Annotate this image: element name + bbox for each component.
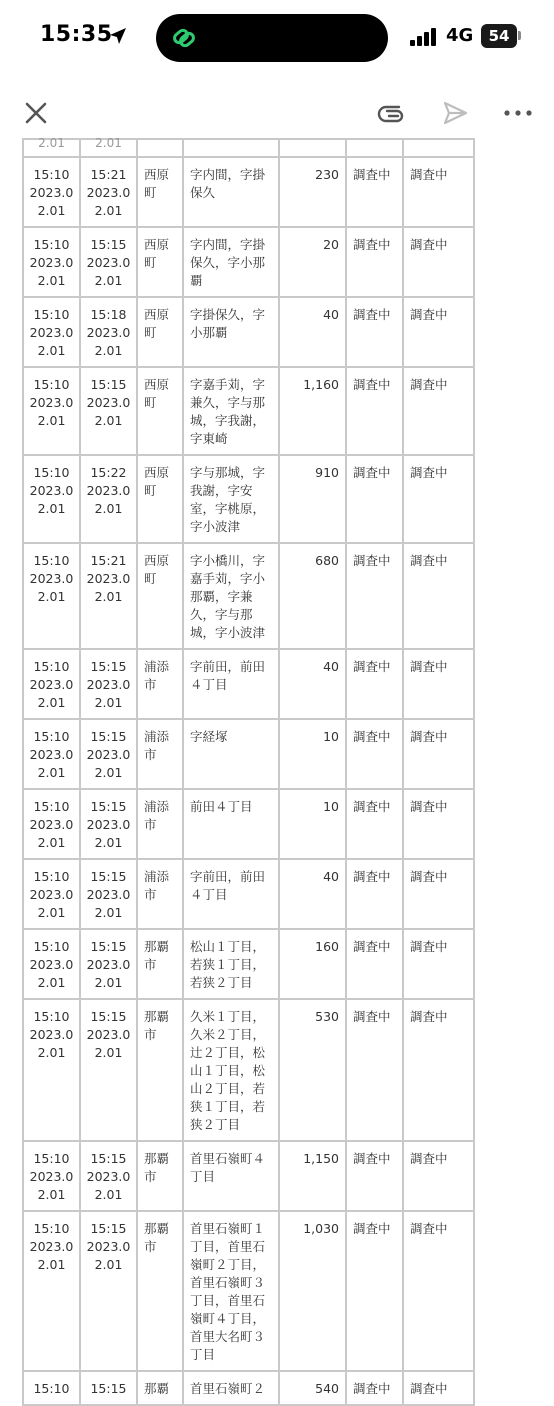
cell-count: 530	[279, 999, 346, 1141]
link-app-icon	[168, 22, 200, 54]
cell-count: 20	[279, 227, 346, 297]
cell-end-time: 15:15 2023.02.01	[80, 789, 137, 859]
table-row-partial	[23, 139, 474, 157]
cell-status: 調査中	[346, 543, 403, 649]
cell-status-2: 調査中	[403, 789, 474, 859]
cell-city: 浦添市	[137, 859, 183, 929]
cell-city: 西原町	[137, 157, 183, 227]
table-row	[23, 227, 474, 297]
table-row	[23, 789, 474, 859]
table-row	[23, 543, 474, 649]
table-row	[23, 719, 474, 789]
send-button[interactable]	[438, 96, 472, 130]
dynamic-island	[156, 14, 388, 62]
cell-area: 字嘉手苅，字兼久，字与那城，字我謝，字東崎	[183, 367, 279, 455]
cell-end-time: 15:15 2023.02.01	[80, 227, 137, 297]
table-row	[23, 367, 474, 455]
cell-area: 松山１丁目，若狭１丁目，若狭２丁目	[183, 929, 279, 999]
cell-start-time: 15:10 2023.02.01	[23, 1211, 80, 1371]
cell-count: 1,030	[279, 1211, 346, 1371]
table-row	[23, 1371, 474, 1405]
cell-end-time: 15:15 2023.02.01	[80, 929, 137, 999]
cell-area: 字掛保久，字小那覇	[183, 297, 279, 367]
cell-city: 西原町	[137, 227, 183, 297]
send-icon	[441, 99, 469, 127]
cell-area: 字前田，前田４丁目	[183, 859, 279, 929]
cell-area: 字与那城，字我謝，字安室，字桃原，字小波津	[183, 455, 279, 543]
cell-count: 10	[279, 789, 346, 859]
paperclip-icon	[378, 98, 408, 128]
cell-area: 前田４丁目	[183, 789, 279, 859]
cell-end-time: 15:15 2023.02.01	[80, 999, 137, 1141]
cell-status-2: 調査中	[403, 367, 474, 455]
cell-area: 首里石嶺町４丁目	[183, 1141, 279, 1211]
cell-start-time: 15:10 2023.02.01	[23, 859, 80, 929]
table-row	[23, 1211, 474, 1371]
cell-status-2: 調査中	[403, 455, 474, 543]
cell-count: 230	[279, 157, 346, 227]
cell-start-time: 15:10 2023.02.01	[23, 543, 80, 649]
cell-area: 字前田，前田４丁目	[183, 649, 279, 719]
cell-area: 首里石嶺町１丁目，首里石嶺町２丁目，首里石嶺町３丁目，首里石嶺町４丁目，首里大名町３丁目	[183, 1211, 279, 1371]
cell-status-2: 調査中	[403, 999, 474, 1141]
cell-status-2: 調査中	[403, 929, 474, 999]
attach-button[interactable]	[376, 96, 410, 130]
cell-status-2: 調査中	[403, 297, 474, 367]
cell-start-time: 15:10 2023.02.01	[23, 929, 80, 999]
cell-status-2: 調査中	[403, 543, 474, 649]
cell-end-time: 15:18 2023.02.01	[80, 297, 137, 367]
cell-count: 910	[279, 455, 346, 543]
cell-status: 調査中	[346, 789, 403, 859]
cell-status-2: 調査中	[403, 227, 474, 297]
cell-end-time: 15:21 2023.02.01	[80, 157, 137, 227]
cell-end-time: 15:15 2023.02.01	[80, 1211, 137, 1371]
cell-start-time: 15:10 2023.02.01	[23, 719, 80, 789]
cell-area: 首里石嶺町２	[183, 1371, 279, 1405]
battery-level: 54	[488, 27, 510, 45]
cell-area: 字経塚	[183, 719, 279, 789]
cell-end-time: 15:15 2023.02.01	[80, 719, 137, 789]
cell-count: 1,150	[279, 1141, 346, 1211]
cell-start-time: 15:10 2023.02.01	[23, 649, 80, 719]
cell-start-time: 15:10 2023.02.01	[23, 999, 80, 1141]
cell-status-2: 調査中	[403, 859, 474, 929]
cell-count: 40	[279, 649, 346, 719]
cell-start-time: 15:10 2023.02.01	[23, 367, 80, 455]
cell-status-2: 調査中	[403, 157, 474, 227]
cell-status: 調査中	[346, 297, 403, 367]
table-row	[23, 929, 474, 999]
cell-status: 調査中	[346, 1371, 403, 1405]
cell-status: 調査中	[346, 999, 403, 1141]
battery-icon	[481, 24, 517, 48]
cell-start-time: 15:10 2023.02.01	[23, 227, 80, 297]
close-icon	[24, 101, 48, 125]
cell-status: 調査中	[346, 1211, 403, 1371]
cell-status-2: 調査中	[403, 1141, 474, 1211]
cell-count: 40	[279, 859, 346, 929]
table-row	[23, 157, 474, 227]
cell-city: 西原町	[137, 543, 183, 649]
cell-city: 那覇	[137, 1371, 183, 1405]
cell-end-time: 15:15 2023.02.01	[80, 649, 137, 719]
cell-end-time: 15:15 2023.02.01	[80, 859, 137, 929]
cell-count: 680	[279, 543, 346, 649]
cell-status: 調査中	[346, 157, 403, 227]
cell-status: 調査中	[346, 455, 403, 543]
cell-start-time: 15:10 2023.02.01	[23, 1141, 80, 1211]
cell-start-time: 15:10 2023.02.01	[23, 157, 80, 227]
cell-start-partial: 2.01	[38, 136, 65, 150]
cell-end-time: 15:21 2023.02.01	[80, 543, 137, 649]
cell-end-partial: 2.01	[95, 136, 122, 150]
cell-city: 那覇市	[137, 929, 183, 999]
data-table	[22, 138, 475, 1406]
status-time: 15:35	[40, 22, 113, 47]
cell-end-time: 15:15	[80, 1371, 137, 1405]
cell-city: 那覇市	[137, 1211, 183, 1371]
cell-city: 西原町	[137, 455, 183, 543]
status-bar	[0, 0, 554, 76]
signal-icon	[410, 28, 438, 46]
cell-area: 字内間，字掛保久，字小那覇	[183, 227, 279, 297]
cell-count: 40	[279, 297, 346, 367]
cell-count: 160	[279, 929, 346, 999]
cell-start-time: 15:10 2023.02.01	[23, 455, 80, 543]
cell-status-2: 調査中	[403, 1211, 474, 1371]
cell-status: 調査中	[346, 649, 403, 719]
battery-tip	[518, 31, 521, 40]
cell-start-time: 15:10 2023.02.01	[23, 789, 80, 859]
close-button[interactable]	[19, 96, 53, 130]
cell-status: 調査中	[346, 719, 403, 789]
cell-end-time: 15:15 2023.02.01	[80, 1141, 137, 1211]
cell-count: 540	[279, 1371, 346, 1405]
cell-count: 10	[279, 719, 346, 789]
table-body	[23, 136, 474, 1405]
location-arrow-icon	[108, 26, 128, 46]
table-row	[23, 1141, 474, 1211]
table-container[interactable]	[22, 136, 494, 1396]
cell-area: 字内間，字掛保久	[183, 157, 279, 227]
cell-city: 浦添市	[137, 789, 183, 859]
table-row	[23, 649, 474, 719]
more-button[interactable]	[501, 96, 535, 130]
cell-status: 調査中	[346, 929, 403, 999]
cell-status: 調査中	[346, 1141, 403, 1211]
cell-start-time: 15:10 2023.02.01	[23, 297, 80, 367]
cell-city: 西原町	[137, 297, 183, 367]
cell-city: 西原町	[137, 367, 183, 455]
cell-count: 1,160	[279, 367, 346, 455]
table-row	[23, 455, 474, 543]
cell-area: 久米１丁目，久米２丁目，辻２丁目，松山１丁目，松山２丁目，若狭１丁目，若狭２丁目	[183, 999, 279, 1141]
cell-end-time: 15:15 2023.02.01	[80, 367, 137, 455]
cell-city: 那覇市	[137, 1141, 183, 1211]
cell-city: 那覇市	[137, 999, 183, 1141]
table-row	[23, 859, 474, 929]
cell-status-2: 調査中	[403, 649, 474, 719]
cell-status: 調査中	[346, 859, 403, 929]
cell-status: 調査中	[346, 227, 403, 297]
cell-end-time: 15:22 2023.02.01	[80, 455, 137, 543]
table-row	[23, 297, 474, 367]
cell-status-2: 調査中	[403, 1371, 474, 1405]
cell-city: 浦添市	[137, 649, 183, 719]
cell-start-time: 15:10	[23, 1371, 80, 1405]
table-row	[23, 999, 474, 1141]
cell-area: 字小橋川，字嘉手苅，字小那覇，字兼久，字与那城，字小波津	[183, 543, 279, 649]
network-type: 4G	[446, 25, 474, 46]
cell-status: 調査中	[346, 367, 403, 455]
cell-status-2: 調査中	[403, 719, 474, 789]
cell-city: 浦添市	[137, 719, 183, 789]
more-horizontal-icon	[503, 108, 533, 118]
